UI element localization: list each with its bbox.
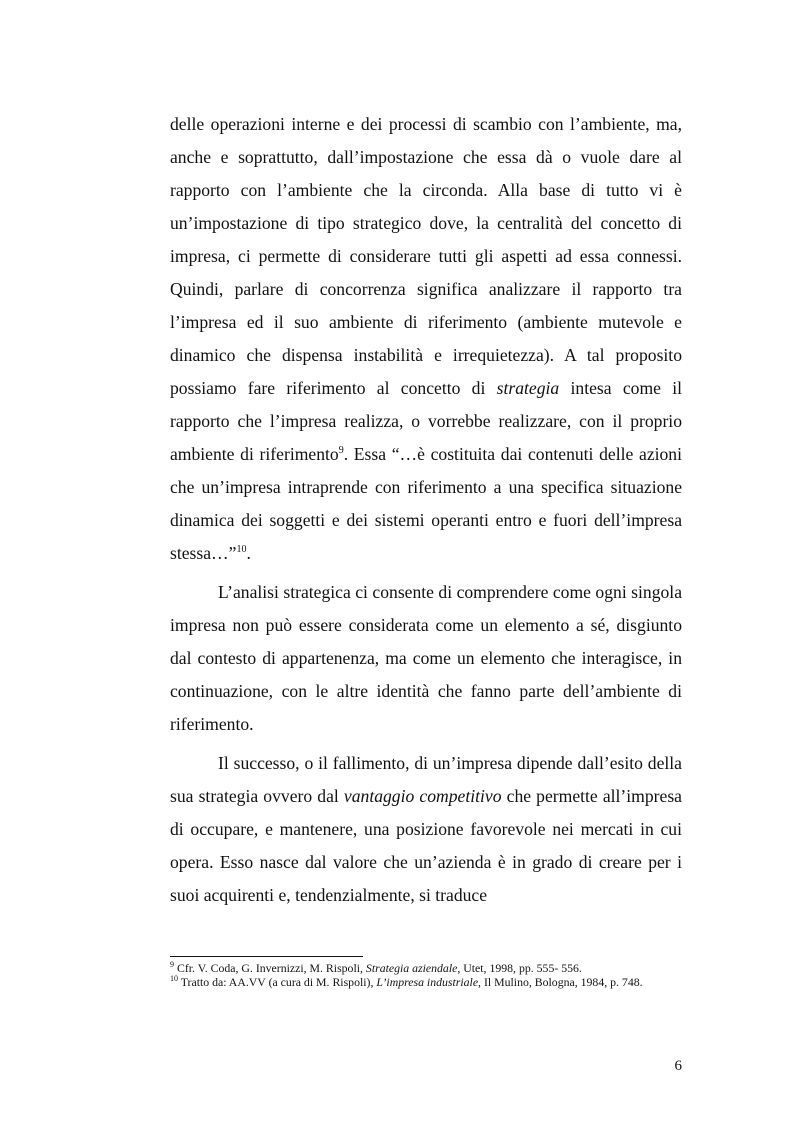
footnote-ref-9[interactable]: 9 bbox=[338, 445, 344, 457]
footnote-title: Strategia aziendale, bbox=[365, 961, 461, 975]
footnote-10 bbox=[170, 973, 682, 990]
page-number: 6 bbox=[674, 1058, 682, 1074]
term-strategia: strategia bbox=[496, 378, 560, 398]
term-vantaggio-competitivo: vantaggio competitivo bbox=[343, 786, 502, 806]
footnote-text: Tratto da: AA.VV (a cura di M. Rispoli), bbox=[178, 974, 377, 989]
footnote-text: Cfr. V. Coda, G. Invernizzi, M. Rispoli, bbox=[174, 961, 366, 975]
paragraph-1-text-b: intesa come il rapporto che l’impresa realizza, o vorrebbe realizzare, con il proprio ambiente di riferimento bbox=[170, 378, 682, 464]
paragraph-3-text-b: che permette all’impresa di occupare, e mantenere, una posizione favorevole nei mercati in cui opera. Esso nasce dal valore che un’azienda è in grado di creare per i suoi acquirenti e, tendenzialmente, si traduce bbox=[170, 786, 682, 905]
footnote-text: Il Mulino, Bologna, 1984, p. 748. bbox=[481, 974, 643, 989]
paragraph-1-text-d: . bbox=[246, 543, 251, 563]
paragraph-1 bbox=[170, 108, 682, 570]
paragraph-3 bbox=[170, 747, 682, 912]
footnote-number: 10 bbox=[170, 973, 178, 983]
paragraph-2: L’analisi strategica ci consente di comprendere come ogni singola impresa non può essere considerata come un elemento a sé, disgiunto dal contesto di appartenenza, ma come un elemento che interagisce, in continuazione, con le altre identità che fanno parte dell’ambiente di riferimento. bbox=[170, 582, 682, 734]
body-text bbox=[170, 108, 682, 912]
footnote-9 bbox=[170, 962, 682, 976]
paragraph-3-text-a: Il successo, o il fallimento, di un’impresa dipende dall’esito della sua strategia ovvero dal bbox=[170, 753, 682, 806]
footnote-ref-10[interactable]: 10 bbox=[236, 544, 247, 556]
paragraph-1-text-a: delle operazioni interne e dei processi di scambio con l’ambiente, ma, anche e soprattutto, dall’impostazione che essa dà o vuole dare al rapporto con l’ambiente che la circonda. Alla base di tutto vi è un’impostazione di tipo strategico dove, la centralità del concetto di impresa, ci permette di considerare tutti gli aspetti ad essa connessi. Quindi, parlare di concorrenza significa analizzare il rapporto tra l’impresa ed il suo ambiente di riferimento (ambiente mutevole e dinamico che dispensa instabilità e irrequietezza). A tal proposito possiamo fare riferimento al concetto di bbox=[170, 114, 682, 398]
footnotes bbox=[170, 962, 682, 989]
footnote-separator bbox=[170, 956, 363, 957]
footnote-title: L’impresa industriale, bbox=[376, 974, 482, 989]
footnote-text: Utet, 1998, pp. 555- 556. bbox=[460, 961, 582, 975]
paragraph-1-text-c: . Essa “…è costituita dai contenuti delle azioni che un’impresa intraprende con riferimento a una specifica situazione dinamica dei soggetti e dei sistemi operanti entro e fuori dell’impresa stessa…” bbox=[170, 444, 682, 563]
footnote-number: 9 bbox=[170, 960, 174, 970]
